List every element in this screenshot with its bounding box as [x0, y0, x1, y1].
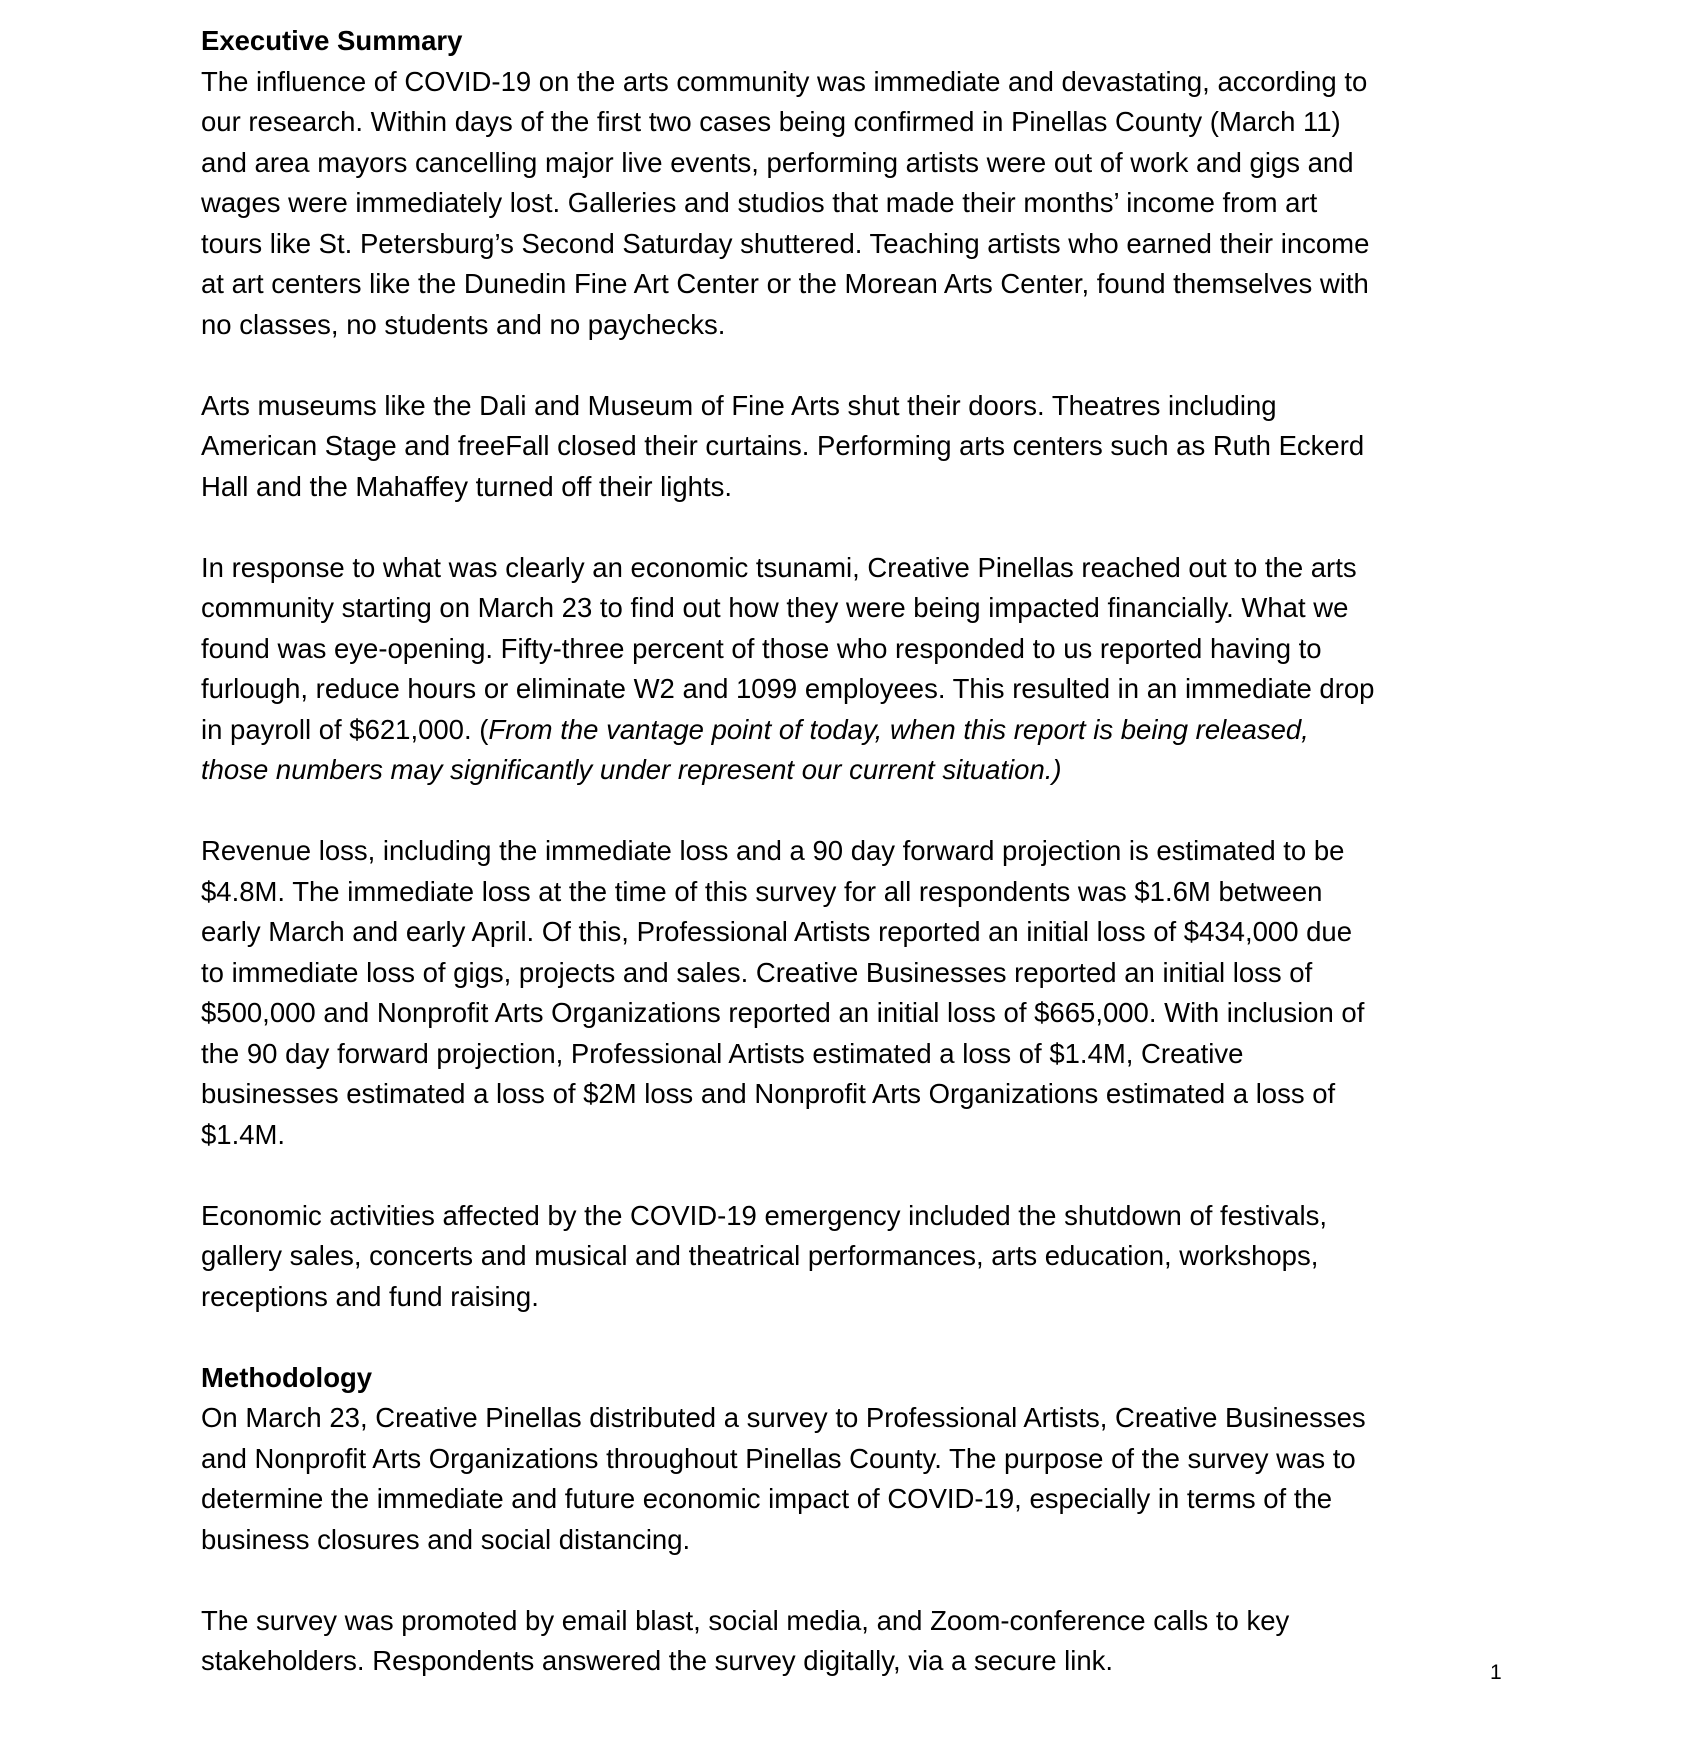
paragraph-line: stakeholders. Respondents answered the survey digitally, via a secure link.	[201, 1645, 1114, 1676]
paragraph-line: receptions and fund raising.	[201, 1280, 539, 1312]
paragraph-line: furlough, reduce hours or eliminate W2 and 1099 employees. This resulted in an immediate drop	[201, 673, 1375, 704]
paragraph-line: $1.4M.	[201, 1118, 286, 1150]
paragraph-line: gallery sales, concerts and musical and theatrical performances, arts education, workshops,	[201, 1240, 1319, 1271]
paragraph-line: tours like St. Petersburg’s Second Saturday shuttered. Teaching artists who earned their income	[201, 227, 1370, 259]
document-page	[201, 21, 1541, 1682]
paragraph-survey-distribution	[201, 1398, 1541, 1560]
paragraph-line: $4.8M. The immediate loss at the time of this survey for all respondents was $1.6M between	[201, 875, 1323, 907]
paragraph-survey-promotion	[201, 1601, 1541, 1682]
paragraph-line: businesses estimated a loss of $2M loss and Nonprofit Arts Organizations estimated a loss of	[201, 1078, 1336, 1109]
paragraph-line: early March and early April. Of this, Professional Artists reported an initial loss of $434,000 due	[201, 916, 1353, 947]
paragraph-line: Arts museums like the Dali and Museum of Fine Arts shut their doors. Theatres including	[201, 389, 1277, 421]
italic-note: From the vantage point of today, when this report is being released,	[488, 713, 1309, 745]
paragraph-line: Revenue loss, including the immediate loss and a 90 day forward projection is estimated to be	[201, 835, 1345, 866]
payroll-drop-text: in payroll of $621,000. (	[201, 713, 489, 745]
section-heading-methodology: Methodology	[201, 1361, 373, 1393]
paragraph-spacer	[201, 507, 1541, 548]
paragraph-line: to immediate loss of gigs, projects and sales. Creative Businesses reported an initial loss of	[201, 956, 1313, 988]
paragraph-line: On March 23, Creative Pinellas distributed a survey to Professional Artists, Creative Businesses	[201, 1402, 1366, 1433]
paragraph-line: $500,000 and Nonprofit Arts Organizations reported an initial loss of $665,000. With inclusion of	[201, 997, 1365, 1028]
paragraph-spacer	[201, 1317, 1541, 1358]
page-number: 1	[1490, 1661, 1502, 1684]
paragraph-line: wages were immediately lost. Galleries and studios that made their months’ income from art	[201, 187, 1318, 218]
paragraph-line: determine the immediate and future economic impact of COVID-19, especially in terms of the	[201, 1483, 1333, 1514]
paragraph-line	[201, 710, 1541, 751]
paragraph-spacer	[201, 1560, 1541, 1601]
paragraph-line: and area mayors cancelling major live events, performing artists were out of work and gigs and	[201, 146, 1354, 178]
section-heading-executive-summary: Executive Summary	[201, 25, 463, 56]
paragraph-line: community starting on March 23 to find out how they were being impacted financially. What we	[201, 592, 1349, 623]
paragraph-spacer	[201, 791, 1541, 832]
paragraph-line: found was eye-opening. Fifty-three percent of those who responded to us reported having to	[201, 632, 1322, 664]
paragraph-revenue-loss	[201, 831, 1541, 1155]
paragraph-line: Economic activities affected by the COVID-19 emergency included the shutdown of festivals,	[201, 1199, 1328, 1231]
paragraph-spacer	[201, 1155, 1541, 1196]
paragraph-line: In response to what was clearly an economic tsunami, Creative Pinellas reached out to the arts	[201, 551, 1357, 583]
paragraph-line: no classes, no students and no paychecks.	[201, 308, 726, 340]
paragraph-line: The influence of COVID-19 on the arts community was immediate and devastating, according to	[201, 65, 1368, 97]
paragraph-line: and Nonprofit Arts Organizations throughout Pinellas County. The purpose of the survey was to	[201, 1442, 1356, 1474]
paragraph-venues-closed	[201, 386, 1541, 508]
paragraph-line: our research. Within days of the first two cases being confirmed in Pinellas County (March 11)	[201, 106, 1341, 137]
paragraph-covid-influence	[201, 62, 1541, 346]
paragraph-survey-response	[201, 548, 1541, 791]
paragraph-line: American Stage and freeFall closed their curtains. Performing arts centers such as Ruth Eckerd	[201, 430, 1365, 461]
paragraph-economic-activities	[201, 1196, 1541, 1318]
paragraph-line: the 90 day forward projection, Professional Artists estimated a loss of $1.4M, Creative	[201, 1037, 1244, 1069]
paragraph-line: The survey was promoted by email blast, social media, and Zoom-conference calls to key	[201, 1604, 1290, 1636]
paragraph-line: at art centers like the Dunedin Fine Art Center or the Morean Arts Center, found themselves with	[201, 268, 1369, 299]
paragraph-line: business closures and social distancing.	[201, 1523, 691, 1555]
paragraph-spacer	[201, 345, 1541, 386]
italic-note-continued: those numbers may significantly under represent our current situation.)	[201, 754, 1062, 785]
paragraph-line: Hall and the Mahaffey turned off their lights.	[201, 470, 732, 502]
